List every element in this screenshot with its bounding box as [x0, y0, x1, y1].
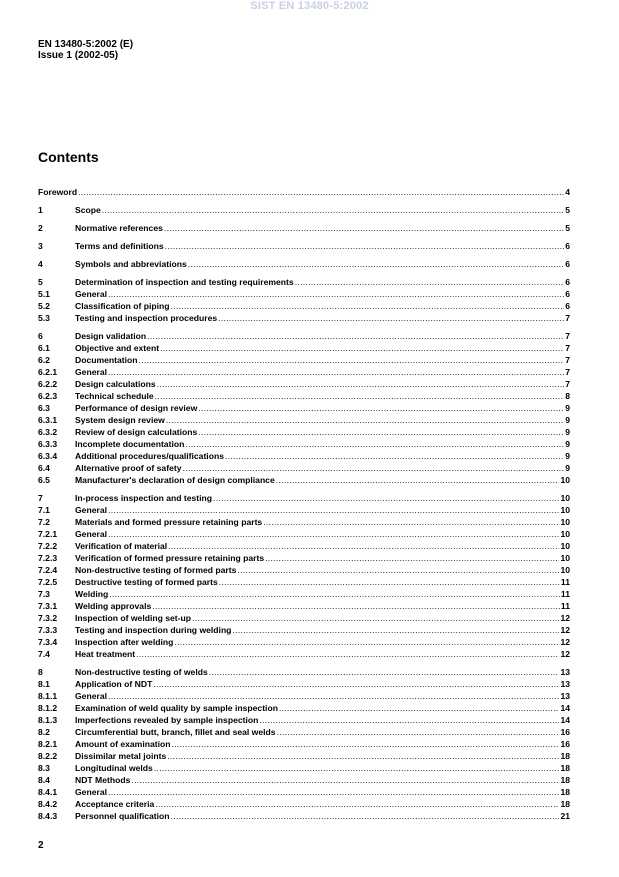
toc-dot-leader: [218, 313, 564, 323]
toc-entry-page: 9: [565, 403, 570, 413]
toc-entry[interactable]: [38, 665, 570, 677]
toc-entry-number: 6.2.3: [38, 391, 58, 401]
toc-dot-leader: [108, 367, 564, 377]
toc-dot-leader: [136, 649, 559, 659]
toc-entry-number: 6.1: [38, 343, 50, 353]
toc-entry-number: 6.3.3: [38, 439, 58, 449]
toc-dot-leader: [152, 601, 560, 611]
toc-entry-title: In-process inspection and testing: [75, 493, 213, 503]
toc-entry-number: 8.3: [38, 763, 50, 773]
toc-entry-title: General: [75, 367, 108, 377]
toc-entry-title: Testing and inspection during welding: [75, 625, 232, 635]
toc-dot-leader: [213, 493, 559, 503]
toc-entry-title: General: [75, 529, 108, 539]
toc-entry-number: 6.2.2: [38, 379, 58, 389]
toc-entry-number: 6.5: [38, 475, 50, 485]
toc-entry-title: Non-destructive testing of formed parts: [75, 565, 237, 575]
toc-entry[interactable]: [38, 365, 570, 377]
toc-entry-title: Non-destructive testing of welds: [75, 667, 208, 677]
toc-entry-number: 6.4: [38, 463, 50, 473]
toc-entry-title: Design validation: [75, 331, 147, 341]
toc-entry-number: 8: [38, 667, 43, 677]
toc-entry-page: 11: [560, 601, 570, 611]
toc-dot-leader: [279, 703, 559, 713]
toc-entry-page: 12: [560, 625, 570, 635]
toc-entry-number: 5: [38, 277, 43, 287]
toc-entry[interactable]: [38, 449, 570, 461]
toc-dot-leader: [198, 403, 564, 413]
toc-entry-page: 10: [560, 517, 570, 527]
toc-entry-number: 8.4.1: [38, 787, 58, 797]
toc-dot-leader: [109, 589, 560, 599]
table-of-contents: [38, 185, 570, 821]
toc-entry-number: 7.4: [38, 649, 50, 659]
toc-entry-title: NDT Methods: [75, 775, 131, 785]
toc-dot-leader: [209, 667, 560, 677]
toc-entry-number: 2: [38, 223, 43, 233]
toc-entry-number: 6.3: [38, 403, 50, 413]
toc-dot-leader: [160, 343, 564, 353]
toc-entry-number: 7.3.2: [38, 613, 58, 623]
toc-dot-leader: [108, 529, 559, 539]
toc-entry-title: Circumferential butt, branch, fillet and seal welds: [75, 727, 276, 737]
toc-dot-leader: [174, 637, 559, 647]
toc-entry-title: Alternative proof of safety: [75, 463, 182, 473]
toc-entry-page: 16: [560, 727, 570, 737]
toc-entry[interactable]: [38, 515, 570, 527]
toc-entry-title: Amount of examination: [75, 739, 171, 749]
toc-entry-page: 7: [565, 331, 570, 341]
toc-dot-leader: [102, 205, 564, 215]
toc-entry[interactable]: [38, 551, 570, 563]
toc-dot-leader: [167, 751, 559, 761]
toc-entry-page: 6: [565, 277, 570, 287]
toc-entry[interactable]: [38, 377, 570, 389]
toc-entry-title: Dissimilar metal joints: [75, 751, 167, 761]
toc-dot-leader: [277, 727, 560, 737]
toc-dot-leader: [155, 799, 559, 809]
toc-entry[interactable]: [38, 401, 570, 413]
toc-entry[interactable]: [38, 341, 570, 353]
toc-entry-title: Verification of material: [75, 541, 168, 551]
toc-dot-leader: [259, 715, 559, 725]
toc-entry-page: 14: [560, 715, 570, 725]
toc-entry-page: 11: [560, 577, 570, 587]
toc-entry-number: 7.2.3: [38, 553, 58, 563]
toc-entry-page: 9: [565, 451, 570, 461]
toc-entry-page: 18: [560, 763, 570, 773]
toc-entry-page: 7: [565, 343, 570, 353]
toc-entry-title: Foreword: [38, 187, 78, 197]
toc-entry-page: 16: [560, 739, 570, 749]
toc-entry-number: 4: [38, 259, 43, 269]
document-identifier: [38, 39, 133, 61]
toc-entry[interactable]: [38, 461, 570, 473]
toc-dot-leader: [295, 277, 565, 287]
toc-entry-number: 8.1.1: [38, 691, 58, 701]
toc-entry-number: 6.3.2: [38, 427, 58, 437]
toc-entry[interactable]: [38, 425, 570, 437]
toc-entry-title: Longitudinal welds: [75, 763, 153, 773]
toc-entry-page: 10: [560, 493, 570, 503]
toc-entry[interactable]: [38, 413, 570, 425]
toc-entry[interactable]: [38, 299, 570, 311]
toc-entry-page: 12: [560, 637, 570, 647]
toc-entry-page: 9: [565, 427, 570, 437]
toc-entry[interactable]: [38, 257, 570, 269]
toc-dot-leader: [276, 475, 560, 485]
toc-entry-number: 7.2.2: [38, 541, 58, 551]
toc-entry-title: Welding: [75, 589, 109, 599]
toc-entry[interactable]: [38, 701, 570, 713]
toc-dot-leader: [147, 331, 564, 341]
toc-dot-leader: [108, 289, 564, 299]
toc-entry[interactable]: [38, 647, 570, 659]
toc-entry[interactable]: [38, 689, 570, 701]
toc-entry-number: 6.2: [38, 355, 50, 365]
toc-entry-number: 8.1.3: [38, 715, 58, 725]
toc-dot-leader: [157, 379, 565, 389]
toc-entry[interactable]: [38, 539, 570, 551]
toc-entry[interactable]: [38, 473, 570, 485]
toc-entry-title: Inspection of welding set-up: [75, 613, 192, 623]
toc-entry-title: Determination of inspection and testing requirements: [75, 277, 294, 287]
toc-entry-page: 9: [565, 463, 570, 473]
toc-entry-title: General: [75, 505, 108, 515]
toc-entry-page: 6: [565, 241, 570, 251]
toc-entry-title: Review of design calculations: [75, 427, 198, 437]
toc-dot-leader: [265, 553, 559, 563]
toc-entry-number: 7.1: [38, 505, 50, 515]
toc-dot-leader: [164, 223, 564, 233]
toc-entry-title: Destructive testing of formed parts: [75, 577, 218, 587]
toc-entry-title: Additional procedures/qualifications: [75, 451, 224, 461]
toc-entry[interactable]: [38, 761, 570, 773]
toc-entry-page: 8: [565, 391, 570, 401]
toc-entry[interactable]: [38, 797, 570, 809]
toc-entry-number: 8.4: [38, 775, 50, 785]
toc-entry-number: 7: [38, 493, 43, 503]
toc-entry[interactable]: [38, 773, 570, 785]
toc-entry-title: Verification of formed pressure retaining parts: [75, 553, 265, 563]
toc-dot-leader: [198, 427, 564, 437]
toc-entry-number: 7.2: [38, 517, 50, 527]
toc-entry[interactable]: [38, 611, 570, 623]
toc-entry[interactable]: [38, 389, 570, 401]
toc-entry-title: Personnel qualification: [75, 811, 170, 821]
toc-entry-number: 8.1: [38, 679, 50, 689]
toc-entry-page: 10: [560, 475, 570, 485]
toc-entry[interactable]: [38, 353, 570, 365]
page-number: 2: [38, 840, 44, 851]
toc-dot-leader: [153, 679, 559, 689]
toc-dot-leader: [172, 739, 560, 749]
toc-dot-leader: [155, 391, 565, 401]
toc-entry-title: General: [75, 787, 108, 797]
toc-entry-page: 7: [565, 367, 570, 377]
toc-entry[interactable]: [38, 623, 570, 635]
toc-entry[interactable]: [38, 677, 570, 689]
toc-dot-leader: [166, 415, 564, 425]
toc-entry[interactable]: [38, 491, 570, 503]
toc-entry[interactable]: [38, 527, 570, 539]
toc-entry[interactable]: [38, 437, 570, 449]
toc-entry-number: 8.2.2: [38, 751, 58, 761]
toc-entry-title: Documentation: [75, 355, 138, 365]
toc-entry[interactable]: [38, 287, 570, 299]
toc-entry-number: 6.3.4: [38, 451, 58, 461]
toc-entry-page: 6: [565, 259, 570, 269]
toc-entry[interactable]: [38, 221, 570, 233]
toc-dot-leader: [192, 613, 559, 623]
toc-entry-page: 7: [565, 379, 570, 389]
toc-entry-number: 7.2.5: [38, 577, 58, 587]
toc-entry[interactable]: [38, 203, 570, 215]
toc-entry-title: Imperfections revealed by sample inspection: [75, 715, 259, 725]
toc-entry-page: 14: [560, 703, 570, 713]
toc-entry-title: Classification of piping: [75, 301, 170, 311]
toc-entry-page: 13: [560, 667, 570, 677]
toc-entry-number: 1: [38, 205, 43, 215]
toc-entry-page: 9: [565, 439, 570, 449]
toc-entry-page: 10: [560, 529, 570, 539]
toc-entry-page: 18: [560, 787, 570, 797]
toc-entry-title: Terms and definitions: [75, 241, 164, 251]
toc-dot-leader: [183, 463, 565, 473]
toc-entry-title: Welding approvals: [75, 601, 152, 611]
toc-dot-leader: [154, 763, 560, 773]
toc-entry-number: 7.3.3: [38, 625, 58, 635]
toc-entry-number: 7.3: [38, 589, 50, 599]
toc-entry-page: 12: [560, 649, 570, 659]
toc-entry[interactable]: [38, 737, 570, 749]
toc-entry-number: 5.3: [38, 313, 50, 323]
toc-entry-page: 18: [560, 751, 570, 761]
toc-entry-title: Performance of design review: [75, 403, 198, 413]
toc-entry[interactable]: [38, 275, 570, 287]
toc-dot-leader: [108, 787, 559, 797]
toc-dot-leader: [171, 811, 560, 821]
toc-entry-page: 10: [560, 553, 570, 563]
toc-entry-page: 18: [560, 799, 570, 809]
toc-entry[interactable]: [38, 599, 570, 611]
toc-entry-page: 6: [565, 301, 570, 311]
toc-entry-title: Incomplete documentation: [75, 439, 185, 449]
toc-entry-page: 9: [565, 415, 570, 425]
toc-entry[interactable]: [38, 785, 570, 797]
toc-entry-page: 7: [565, 355, 570, 365]
toc-entry[interactable]: [38, 563, 570, 575]
toc-entry-number: 8.1.2: [38, 703, 58, 713]
toc-entry[interactable]: [38, 575, 570, 587]
toc-entry-number: 6.3.1: [38, 415, 58, 425]
toc-entry[interactable]: [38, 809, 570, 821]
toc-entry[interactable]: [38, 713, 570, 725]
toc-entry-page: 21: [560, 811, 570, 821]
toc-entry-number: 8.2: [38, 727, 50, 737]
toc-entry-title: Examination of weld quality by sample inspection: [75, 703, 278, 713]
toc-entry-title: Testing and inspection procedures: [75, 313, 218, 323]
toc-dot-leader: [225, 451, 564, 461]
toc-entry-page: 13: [560, 679, 570, 689]
toc-entry-title: Materials and formed pressure retaining parts: [75, 517, 263, 527]
toc-entry-title: System design review: [75, 415, 165, 425]
toc-entry-number: 8.4.2: [38, 799, 58, 809]
toc-entry-number: 7.3.4: [38, 637, 58, 647]
toc-entry-page: 4: [565, 187, 570, 197]
toc-entry[interactable]: [38, 635, 570, 647]
toc-entry-number: 5.1: [38, 289, 50, 299]
toc-entry-page: 12: [560, 613, 570, 623]
toc-dot-leader: [131, 775, 559, 785]
toc-entry-page: 10: [560, 541, 570, 551]
toc-entry-number: 6.2.1: [38, 367, 58, 377]
toc-entry-number: 6: [38, 331, 43, 341]
toc-dot-leader: [188, 259, 564, 269]
toc-entry-number: 7.3.1: [38, 601, 58, 611]
toc-dot-leader: [168, 541, 559, 551]
toc-entry-title: Objective and extent: [75, 343, 160, 353]
toc-dot-leader: [263, 517, 559, 527]
toc-entry[interactable]: [38, 329, 570, 341]
toc-entry-title: General: [75, 691, 108, 701]
toc-dot-leader: [232, 625, 559, 635]
toc-entry-title: Inspection after welding: [75, 637, 174, 647]
toc-entry-number: 3: [38, 241, 43, 251]
standard-number: EN 13480-5:2002 (E): [38, 39, 134, 50]
toc-entry-number: 8.2.1: [38, 739, 58, 749]
toc-entry-page: 5: [565, 205, 570, 215]
toc-entry-title: Acceptance criteria: [75, 799, 155, 809]
toc-dot-leader: [108, 691, 559, 701]
toc-entry-page: 13: [560, 691, 570, 701]
toc-entry-page: 6: [565, 289, 570, 299]
toc-entry-title: General: [75, 289, 108, 299]
toc-entry-page: 7: [565, 313, 570, 323]
toc-entry[interactable]: [38, 185, 570, 197]
toc-entry[interactable]: [38, 311, 570, 323]
toc-dot-leader: [219, 577, 560, 587]
watermark: SIST EN 13480-5:2002: [250, 0, 369, 12]
toc-entry-page: 18: [560, 775, 570, 785]
toc-entry[interactable]: [38, 725, 570, 737]
toc-dot-leader: [237, 565, 559, 575]
toc-entry[interactable]: [38, 503, 570, 515]
toc-dot-leader: [139, 355, 565, 365]
toc-entry-page: 11: [560, 589, 570, 599]
toc-entry-number: 8.4.3: [38, 811, 58, 821]
toc-entry-title: Technical schedule: [75, 391, 154, 401]
toc-entry-number: 7.2.1: [38, 529, 58, 539]
contents-heading: Contents: [38, 149, 99, 165]
toc-entry-title: Scope: [75, 205, 101, 215]
toc-entry-number: 5.2: [38, 301, 50, 311]
toc-dot-leader: [108, 505, 559, 515]
toc-entry-title: Application of NDT: [75, 679, 153, 689]
toc-dot-leader: [171, 301, 565, 311]
issue-line: Issue 1 (2002-05): [38, 50, 119, 61]
toc-entry-title: Heat treatment: [75, 649, 136, 659]
toc-dot-leader: [78, 187, 564, 197]
toc-dot-leader: [185, 439, 564, 449]
toc-entry-title: Symbols and abbreviations: [75, 259, 187, 269]
toc-entry-page: 10: [560, 565, 570, 575]
toc-entry[interactable]: [38, 587, 570, 599]
toc-entry[interactable]: [38, 749, 570, 761]
toc-entry-title: Manufacturer's declaration of design compliance: [75, 475, 275, 485]
toc-entry[interactable]: [38, 239, 570, 251]
toc-entry-number: 7.2.4: [38, 565, 58, 575]
toc-entry-title: Normative references: [75, 223, 163, 233]
toc-entry-title: Design calculations: [75, 379, 156, 389]
toc-entry-page: 5: [565, 223, 570, 233]
toc-entry-page: 10: [560, 505, 570, 515]
toc-dot-leader: [165, 241, 565, 251]
